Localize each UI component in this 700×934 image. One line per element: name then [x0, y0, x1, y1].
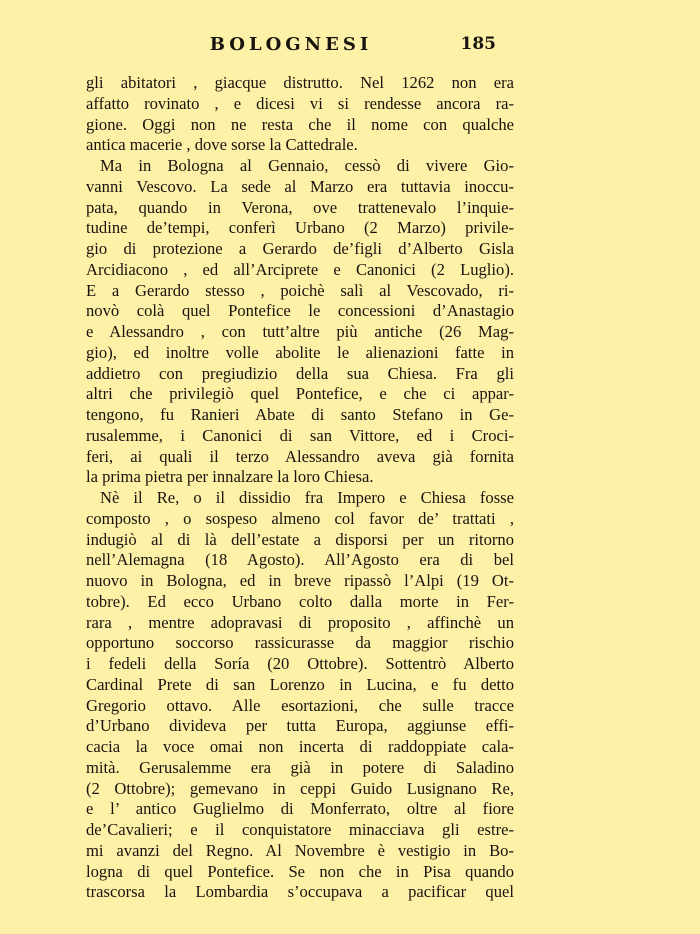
text-line: nell’Alemagna (18 Agosto). All’Agosto era di bel	[86, 550, 514, 570]
text-line: Ma in Bologna al Gennaio, cessò di vivere Gio-	[100, 156, 514, 175]
page-number: 185	[460, 34, 496, 54]
text-line: logna di quel Pontefice. Se non che in Pisa quando	[86, 861, 514, 881]
text-line: affatto rovinato , e dicesi vi si rendesse ancora ra-	[86, 93, 514, 113]
body-text	[86, 73, 514, 903]
text-line: addietro con pregiudizio della sua Chiesa. Fra gli	[86, 363, 514, 383]
text-line: altri che privilegiò quel Pontefice, e che ci appar-	[86, 384, 514, 404]
text-line: e l’ antico Guglielmo di Monferrato, oltre al fiore	[86, 799, 514, 819]
text-line: gio di protezione a Gerardo de’figli d’Alberto Gisla	[86, 239, 514, 258]
text-line: tengono, fu Ranieri Abate di santo Stefano in Ge-	[86, 405, 514, 424]
text-line: indugiò al di là dell’estate a disporsi per un ritorno	[86, 529, 514, 549]
text-line: mità. Gerusalemme era già in potere di Saladino	[86, 757, 514, 777]
running-title: BOLOGNESI	[209, 34, 373, 55]
text-line: trascorsa la Lombardia s’occupava a pacificar quel	[86, 882, 514, 902]
text-line: Nè il Re, o il dissidio fra Impero e Chiesa fosse	[100, 488, 514, 507]
text-line: gione. Oggi non ne resta che il nome con qualche	[86, 114, 514, 134]
text-line: cacia la voce omai non incerta di raddoppiate cala-	[86, 737, 514, 756]
text-line: novò colà quel Pontefice le concessioni d’Anastagio	[86, 301, 514, 321]
text-line: e Alessandro , con tutt’altre più antiche (26 Mag-	[86, 322, 514, 341]
text-line: d’Urbano divideva per tutta Europa, aggiunse effi-	[86, 716, 514, 736]
text-line: rara , mentre adopravasi di proposito , affinchè un	[86, 612, 514, 632]
text-line: pata, quando in Verona, ove trattenevalo l’inquie-	[86, 197, 514, 217]
text-line: de’Cavalieri; e il conquistatore minacciava gli estre-	[86, 820, 514, 839]
text-line: rusalemme, i Canonici di san Vittore, ed i Croci-	[86, 425, 514, 445]
text-line: composto , o sospeso almeno col favor de’ trattati ,	[86, 508, 514, 528]
text-line: gio), ed inoltre volle abolite le alienazioni fatte in	[86, 342, 514, 362]
text-line: Gregorio ottavo. Alle esortazioni, che sulle tracce	[86, 695, 514, 715]
text-line: i fedeli della Soría (20 Ottobre). Sottentrò Alberto	[86, 654, 514, 673]
text-line: tudine de’tempi, conferì Urbano (2 Marzo) privile-	[86, 218, 514, 238]
text-line: feri, ai quali il terzo Alessandro aveva già fornita	[86, 446, 514, 466]
text-line: opportuno soccorso rassicurasse da maggior rischio	[86, 633, 514, 653]
text-line: la prima pietra per innalzare la loro Chiesa.	[86, 467, 374, 487]
page-header	[86, 34, 496, 58]
text-line: E a Gerardo stesso , poichè salì al Vescovado, ri-	[86, 280, 514, 300]
text-line: tobre). Ed ecco Urbano colto dalla morte in Fer-	[86, 591, 514, 611]
text-line: antica macerie , dove sorse la Cattedrale.	[86, 135, 358, 155]
text-line: Cardinal Prete di san Lorenzo in Lucina, e fu detto	[86, 674, 514, 694]
text-line: (2 Ottobre); gemevano in ceppi Guido Lusignano Re,	[86, 778, 514, 798]
text-line: mi avanzi del Regno. Al Novembre è vestigio in Bo-	[86, 840, 514, 860]
text-line: gli abitatori , giacque distrutto. Nel 1262 non era	[86, 73, 514, 92]
text-line: vanni Vescovo. La sede al Marzo era tuttavia inoccu-	[86, 176, 514, 196]
text-line: nuovo in Bologna, ed in breve ripassò l’Alpi (19 Ot-	[86, 571, 514, 590]
text-line: Arcidiacono , ed all’Arciprete e Canonici (2 Luglio).	[86, 259, 514, 279]
